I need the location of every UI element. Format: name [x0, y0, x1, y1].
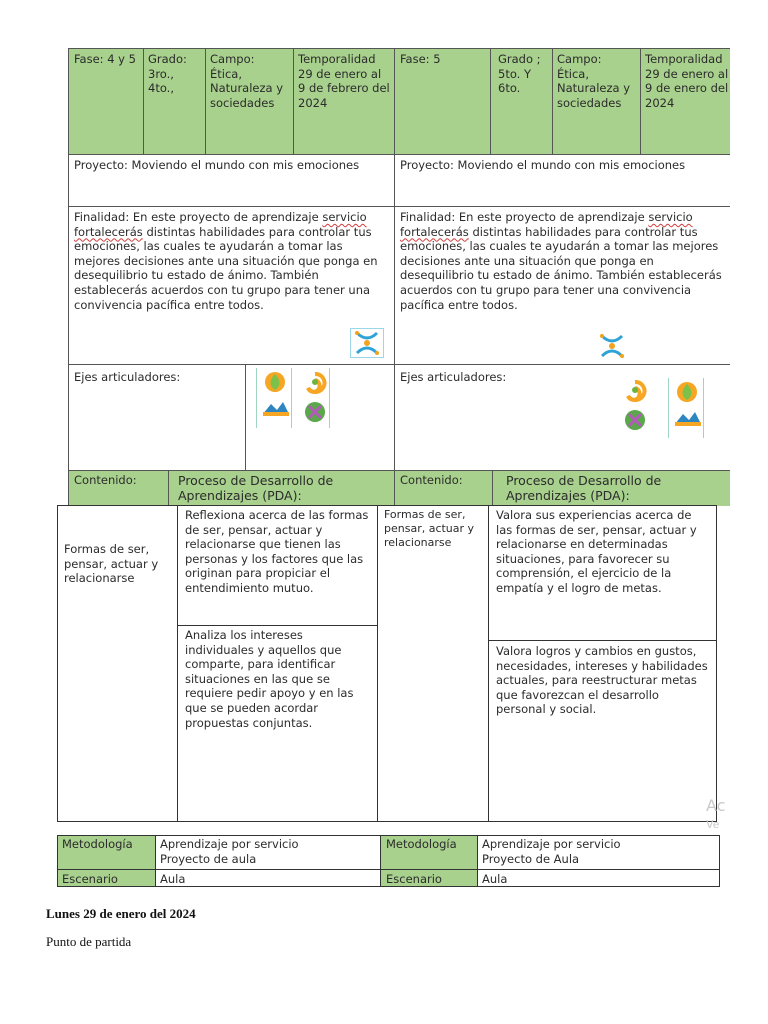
metodologia-right-value-2: Proyecto de Aula — [482, 852, 580, 866]
metodologia-left-label: Metodología — [62, 837, 133, 851]
grado-left: Grado: 3ro., 4to., — [148, 52, 187, 96]
ghost-fragment-b: Ve — [706, 818, 720, 831]
temporalidad-left: Temporalidad 29 de enero al 9 de febrero del 2024 — [298, 52, 390, 110]
date-heading: Lunes 29 de enero del 2024 — [46, 906, 196, 921]
ghost-fragment-a: Ac — [706, 796, 726, 815]
finalidad-right: Finalidad: En este proyecto de aprendizaje servicio fortalecerás distintas habilidades para controlar tus emociones, las cuales te ayudarán a tomar las mejores decisiones ante una situación que ponga en desequilibrio tu estado de ánimo. También establecerás acuerdos con tu grupo para tener una convivencia pacífica entre todos. — [400, 210, 722, 312]
pda-right-2: Valora logros y cambios en gustos, necesidades, intereses y habilidades actuales, para reestructurar metas que favorezcan el desarrollo personal y social. — [496, 644, 708, 717]
proyecto-left: Proyecto: Moviendo el mundo con mis emociones — [74, 158, 360, 172]
escenario-left-label: Escenario — [62, 872, 118, 886]
contenido-left-value: Formas de ser, pensar, actuar y relacionarse — [64, 542, 159, 586]
fase-left: Fase: 4 y 5 — [74, 52, 136, 66]
pda-right: Proceso de Desarrollo de Aprendizajes (PDA): — [506, 473, 662, 503]
multiculturality-icon — [350, 328, 384, 358]
fase-right: Fase: 5 — [400, 52, 441, 66]
ejes-icons-right-a — [620, 378, 650, 438]
metodologia-left-value-1: Aprendizaje por servicio — [160, 837, 299, 851]
pda-right-1: Valora sus experiencias acerca de las formas de ser, pensar, actuar y relacionarse en determinadas situaciones, para favorecer su comprensión, el ejercicio de la empatía y el logro de metas. — [496, 508, 697, 595]
pda-left-2: Analiza los intereses individuales y aquellos que comparte, para identificar situaciones en las que se requiere pedir apoyo y en las que se pueden acordar propuestas conjuntas. — [185, 628, 354, 730]
pda-left-1: Reflexiona acerca de las formas de ser, pensar, actuar y relacionarse que tienen las personas y los factores que las originan para propiciar el entendimiento mutuo. — [185, 508, 369, 595]
campo-right: Campo: Ética, Naturaleza y sociedades — [557, 52, 631, 110]
ejes-icons-left-b — [300, 368, 330, 428]
ejes-icons-left-a — [256, 368, 292, 428]
grado-right: Grado ; 5to. Y 6to. — [498, 52, 541, 96]
ejes-left: Ejes articuladores: — [74, 370, 181, 384]
contenido-right-value: Formas de ser, pensar, actuar y relacionarse — [384, 508, 475, 549]
contenido-right: Contenido: — [400, 473, 463, 487]
campo-left: Campo: Ética, Naturaleza y sociedades — [210, 52, 284, 110]
escenario-right-value: Aula — [482, 872, 508, 886]
finalidad-left: Finalidad: En este proyecto de aprendizaje servicio fortalecerás distintas habilidades para controlar tus emociones, las cuales te ayudarán a tomar las mejores decisiones ante una situación que ponga en desequilibrio tu estado de ánimo. También establecerás acuerdos con tu grupo para tener una convivencia pacífica entre todos. — [74, 210, 378, 312]
ejes-right: Ejes articuladores: — [400, 370, 507, 384]
metodologia-right-label: Metodología — [386, 837, 457, 851]
multiculturality-icon — [596, 332, 630, 362]
temporalidad-right: Temporalidad 29 de enero al 9 de enero del 2024 — [645, 52, 729, 110]
proyecto-right: Proyecto: Moviendo el mundo con mis emociones — [400, 158, 686, 172]
contenido-left: Contenido: — [74, 473, 137, 487]
subheading: Punto de partida — [46, 934, 132, 949]
escenario-right-label: Escenario — [386, 872, 442, 886]
metodologia-left-value-2: Proyecto de aula — [160, 852, 257, 866]
pda-left: Proceso de Desarrollo de Aprendizajes (PDA): — [178, 473, 334, 503]
escenario-left-value: Aula — [160, 872, 186, 886]
ejes-icons-right-b — [668, 378, 704, 438]
metodologia-right-value-1: Aprendizaje por servicio — [482, 837, 621, 851]
